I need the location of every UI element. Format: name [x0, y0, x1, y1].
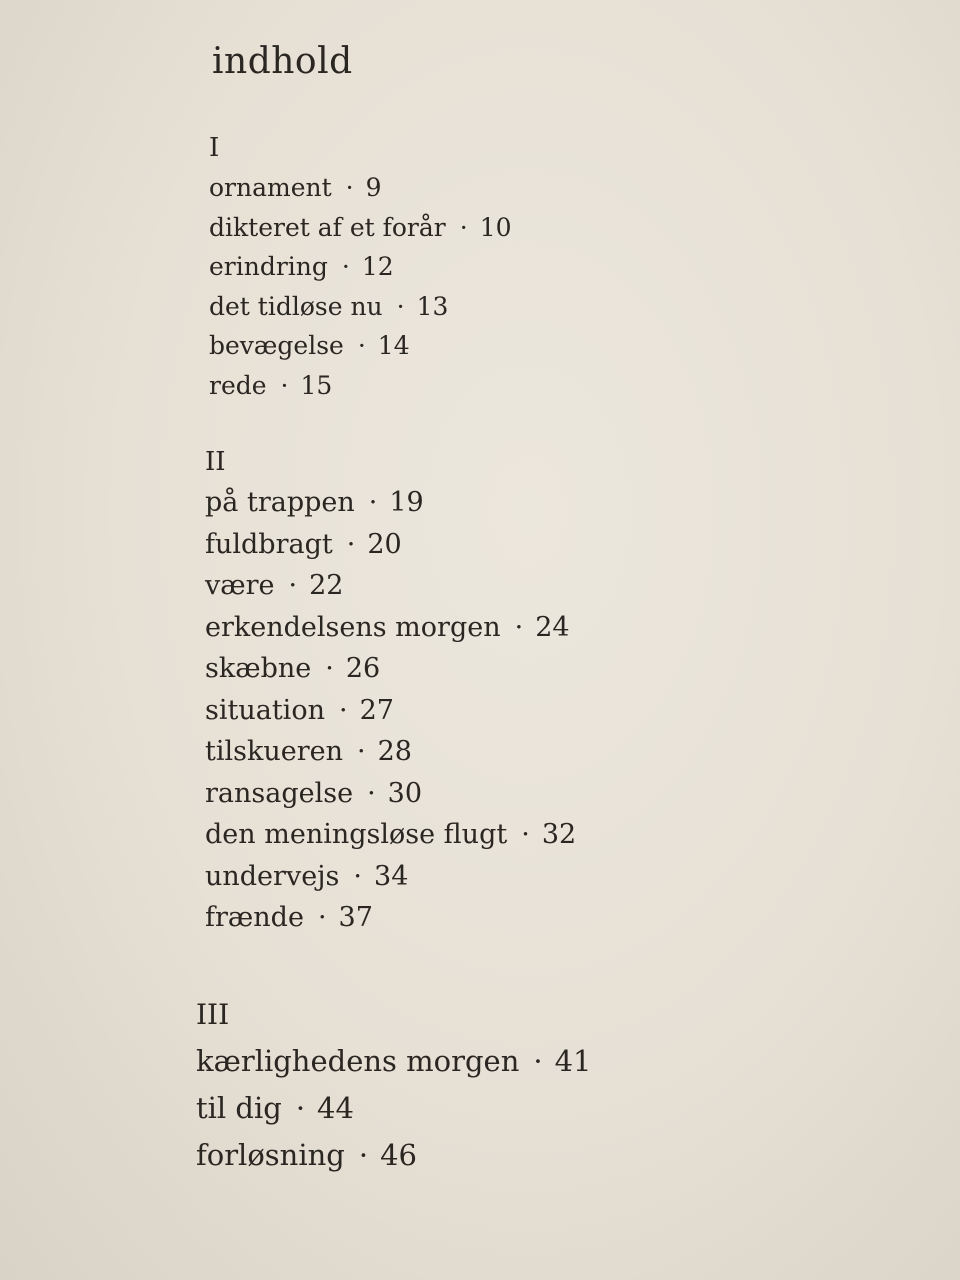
- entry-page-number: 24: [535, 611, 570, 643]
- entry-page-number: 19: [389, 487, 424, 519]
- entry-title: frænde: [205, 902, 304, 934]
- entry-page-number: 34: [374, 860, 409, 892]
- section-numeral: I: [209, 133, 220, 163]
- entry-separator: ·: [346, 528, 356, 560]
- entry-separator: ·: [368, 487, 378, 519]
- entry-page-number: 15: [300, 370, 333, 400]
- entry-separator: ·: [357, 331, 366, 361]
- entry-title: erindring: [209, 252, 328, 282]
- entry-title: på trappen: [205, 487, 355, 519]
- toc-entry: [205, 524, 576, 566]
- entry-separator: ·: [358, 1137, 369, 1172]
- entry-title: skæbne: [205, 653, 312, 685]
- toc-entry: [205, 897, 576, 939]
- entry-title: til dig: [196, 1090, 282, 1125]
- entry-page-number: 37: [338, 902, 373, 934]
- entry-title: kærlighedens morgen: [196, 1043, 520, 1078]
- entry-separator: ·: [521, 819, 530, 851]
- entry-separator: ·: [341, 252, 350, 282]
- entry-separator: ·: [325, 653, 334, 685]
- toc-entry: [196, 1085, 592, 1132]
- entry-page-number: 28: [377, 736, 412, 768]
- toc-entry: [209, 208, 512, 248]
- toc-entry: [205, 648, 576, 690]
- toc-entry: [196, 1132, 592, 1179]
- entry-page-number: 13: [416, 291, 449, 321]
- toc-entry: [209, 287, 512, 327]
- entry-separator: ·: [338, 694, 348, 726]
- toc-entry: [196, 1038, 592, 1085]
- entry-title: tilskueren: [205, 736, 343, 768]
- entry-separator: ·: [356, 736, 366, 768]
- entry-page-number: 44: [317, 1090, 354, 1125]
- entry-page-number: 26: [345, 653, 381, 685]
- toc-entry: [205, 690, 576, 732]
- toc-entry: [209, 326, 512, 366]
- section-numeral: III: [196, 998, 230, 1031]
- toc-entry: [205, 856, 576, 898]
- entry-separator: ·: [280, 370, 289, 400]
- page-title: indhold: [212, 41, 353, 82]
- entry-title: forløsning: [196, 1137, 345, 1172]
- entry-page-number: 22: [309, 570, 344, 602]
- toc-entry: [205, 731, 576, 773]
- section-numeral: II: [205, 447, 226, 477]
- entry-title: situation: [205, 694, 325, 726]
- entry-separator: ·: [533, 1043, 543, 1078]
- entry-separator: ·: [345, 173, 354, 203]
- toc-section-2: [205, 447, 576, 939]
- entry-page-number: 10: [479, 212, 512, 242]
- entry-page-number: 14: [377, 331, 410, 361]
- toc-entry: [209, 168, 512, 208]
- entry-separator: ·: [353, 860, 363, 892]
- entry-page-number: 27: [359, 694, 394, 726]
- entry-page-number: 9: [365, 173, 382, 203]
- toc-entry: [205, 773, 576, 815]
- entry-title: det tidløse nu: [209, 291, 383, 321]
- entry-separator: ·: [459, 212, 468, 242]
- entry-title: ornament: [209, 173, 332, 203]
- entry-title: bevægelse: [209, 331, 344, 361]
- entry-title: fuldbragt: [205, 528, 333, 560]
- entry-page-number: 41: [554, 1043, 592, 1078]
- entry-separator: ·: [317, 902, 327, 934]
- toc-entry: [209, 247, 512, 287]
- entry-page-number: 46: [380, 1137, 417, 1172]
- toc-entry: [205, 565, 576, 607]
- entry-title: rede: [209, 370, 267, 400]
- entry-page-number: 12: [361, 252, 394, 282]
- toc-section-3: [196, 998, 592, 1179]
- entry-title: erkendelsens morgen: [205, 611, 501, 643]
- entry-separator: ·: [367, 777, 376, 809]
- entry-page-number: 30: [387, 777, 423, 809]
- toc-entry: [209, 366, 512, 406]
- entry-title: dikteret af et forår: [209, 212, 446, 242]
- entry-page-number: 32: [541, 819, 577, 851]
- entry-page-number: 20: [367, 528, 402, 560]
- entry-separator: ·: [514, 611, 524, 643]
- entry-title: ransagelse: [205, 777, 354, 809]
- entry-separator: ·: [396, 291, 405, 321]
- entry-title: være: [205, 570, 275, 602]
- toc-entry: [205, 607, 576, 649]
- entry-separator: ·: [295, 1090, 306, 1125]
- entry-title: den meningsløse flugt: [205, 819, 508, 851]
- entry-title: undervejs: [205, 860, 340, 892]
- toc-entry: [205, 814, 576, 856]
- toc-section-1: [209, 133, 512, 405]
- toc-entry: [205, 482, 576, 524]
- entry-separator: ·: [288, 570, 298, 602]
